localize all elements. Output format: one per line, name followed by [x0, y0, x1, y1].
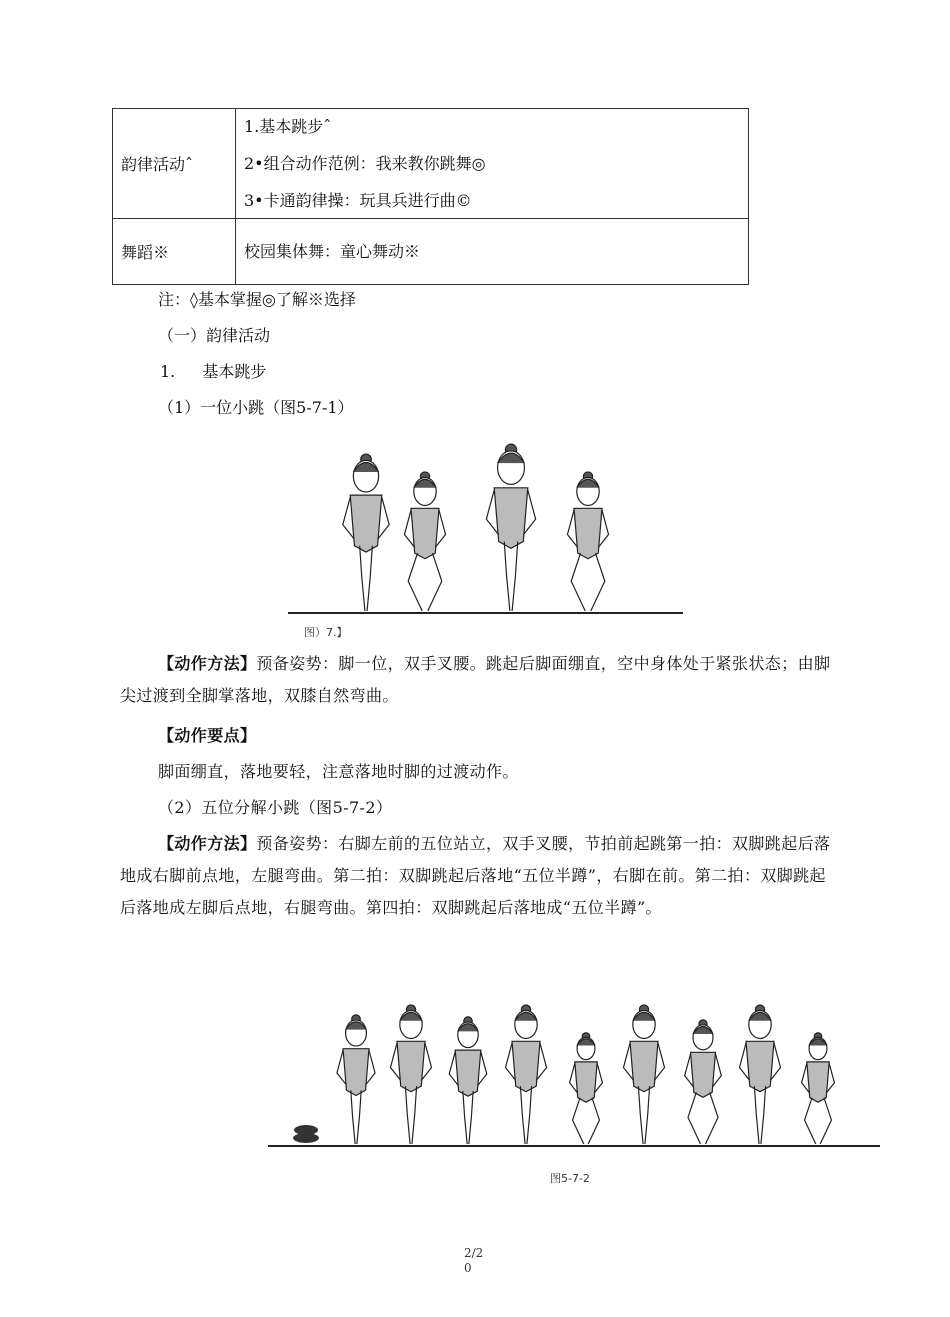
method1-text: 预备姿势：脚一位，双手叉腰。跳起后脚面绷直，空中身体处于紧张状态；由脚尖过渡到全脚掌落地，双膝自然弯曲。: [120, 654, 831, 705]
page-number: [464, 1246, 483, 1276]
figure1-caption: 图）7.】: [304, 626, 348, 639]
section-heading: （一）韵律活动: [158, 326, 271, 345]
table-item: 3•卡通韵律操：玩具兵进行曲©: [244, 190, 472, 210]
table-category-cell: 舞蹈※: [113, 219, 236, 285]
item2-title: （2）五位分解小跳（图5-7-2）: [158, 798, 393, 817]
legend-note: 注：◊基本掌握◎了解※选择: [158, 290, 356, 309]
dancers-illustration-2: [268, 978, 883, 1153]
dancers-illustration-1: [278, 425, 688, 620]
dancer-figure: [623, 1005, 664, 1144]
table-item: 2•组合动作范例：我来教你跳舞◎: [244, 153, 486, 173]
dancer-figure: [802, 1033, 835, 1144]
method-label: 【动作方法】: [158, 654, 257, 673]
sub-heading-text: 基本跳步: [202, 362, 267, 381]
dancer-figure: [739, 1005, 780, 1144]
table-row: [113, 219, 749, 285]
table-items-cell: [236, 109, 749, 219]
dancer-figure: [570, 1033, 603, 1144]
dancer-figure: [404, 472, 445, 611]
points-paragraph: 脚面绷直，落地要轻，注意落地时脚的过渡动作。: [158, 762, 519, 781]
table-item: 校园集体舞：童心舞动※: [244, 241, 421, 261]
sub-heading: [160, 362, 266, 382]
table-row: [113, 109, 749, 219]
dancer-figure: [449, 1017, 487, 1144]
item1-title: （1）一位小跳（图5-7-1）: [158, 398, 354, 417]
dancer-figure: [337, 1015, 375, 1144]
table-item: 1.基本跳步ˆ: [244, 116, 332, 136]
table-category-cell: 韵律活动ˆ: [113, 109, 236, 219]
course-outline-table: [112, 108, 749, 285]
sub-heading-number: 1.: [160, 362, 176, 381]
points-heading: [120, 720, 840, 752]
method2-text: 预备姿势：右脚左前的五位站立，双手叉腰，节拍前起跳第一拍：双脚跳起后落地成右脚前点地，左腿弯曲。第二拍：双脚跳起后落地“五位半蹲”，右脚在前。第二拍：双脚跳起后落地成左脚后点地，右腿弯曲。第四拍：双脚跳起后落地成“五位半蹲”。: [120, 834, 831, 917]
figure-5-7-1: [278, 425, 688, 645]
method1-paragraph: [120, 648, 840, 712]
figure-5-7-2: [268, 978, 883, 1188]
dancer-figure: [486, 444, 535, 611]
dancer-figure: [505, 1005, 546, 1144]
dancer-figure: [343, 454, 389, 611]
page-number-line: 2/2: [464, 1246, 484, 1260]
page-number-line: 0: [464, 1261, 472, 1275]
table-items-cell: [236, 219, 749, 285]
dancer-figure: [567, 472, 608, 611]
method2-paragraph: [120, 828, 840, 924]
points-label: 【动作要点】: [158, 726, 257, 745]
dancer-figure: [685, 1020, 722, 1144]
dancer-figure: [390, 1005, 431, 1144]
figure2-caption: 图5-7-2: [550, 1172, 590, 1185]
method-label: 【动作方法】: [158, 834, 257, 853]
